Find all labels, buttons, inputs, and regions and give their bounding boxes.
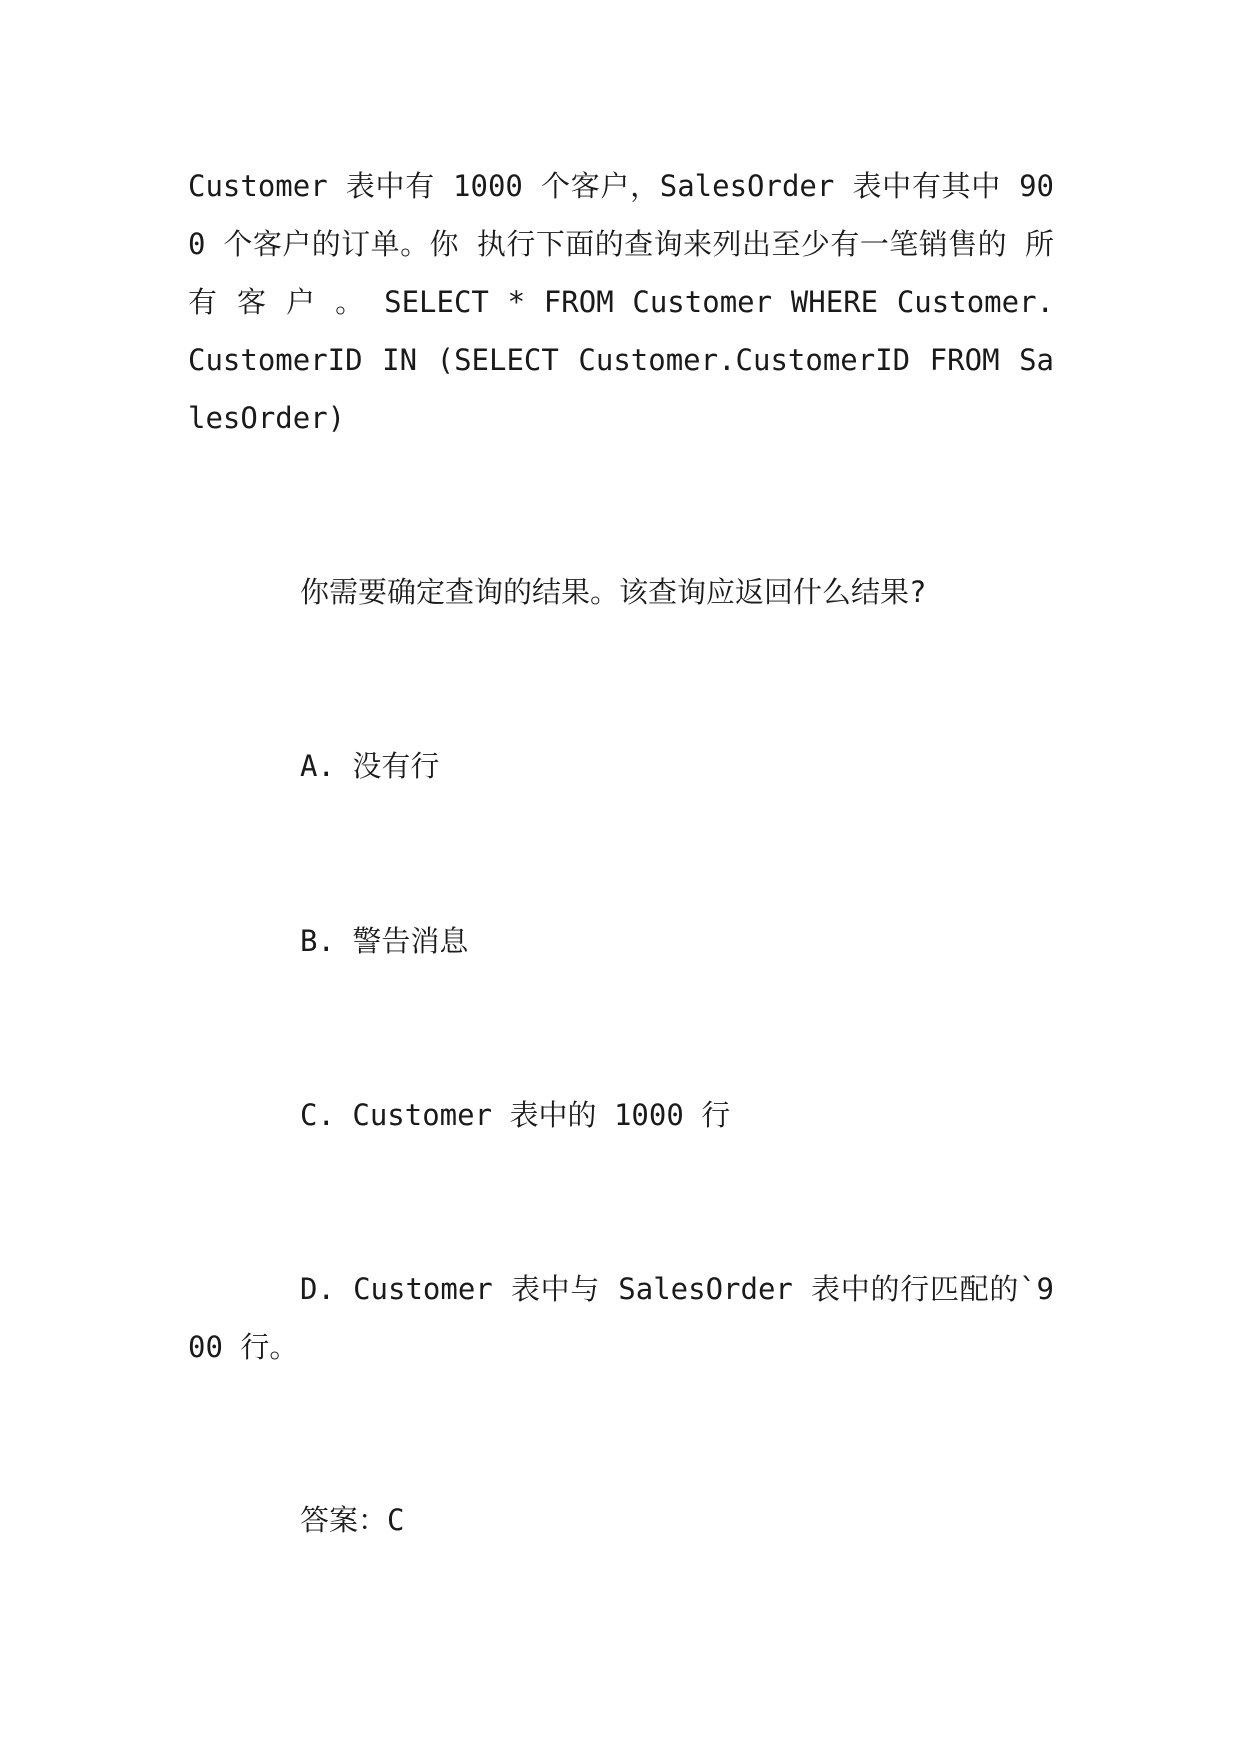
- option-d: D. Customer 表中与 SalesOrder 表中的行匹配的`900 行。: [188, 1272, 1054, 1364]
- option-b: B. 警告消息: [300, 924, 469, 958]
- option-a: A. 没有行: [300, 749, 440, 783]
- option-c: C. Customer 表中的 1000 行: [300, 1098, 731, 1132]
- question-prompt: 你需要确定查询的结果。该查询应返回什么结果?: [300, 575, 927, 609]
- answer-line: 答案：C: [300, 1503, 405, 1537]
- question-text: Customer 表中有 1000 个客户，SalesOrder 表中有其中 900 个客户的订单。你 执行下面的查询来列出至少有一笔销售的 所 有 客 户 。 SELECT * FROM Customer WHERE Customer.CustomerID IN (SELECT Customer.CustomerID FROM SalesOrder): [188, 169, 1054, 435]
